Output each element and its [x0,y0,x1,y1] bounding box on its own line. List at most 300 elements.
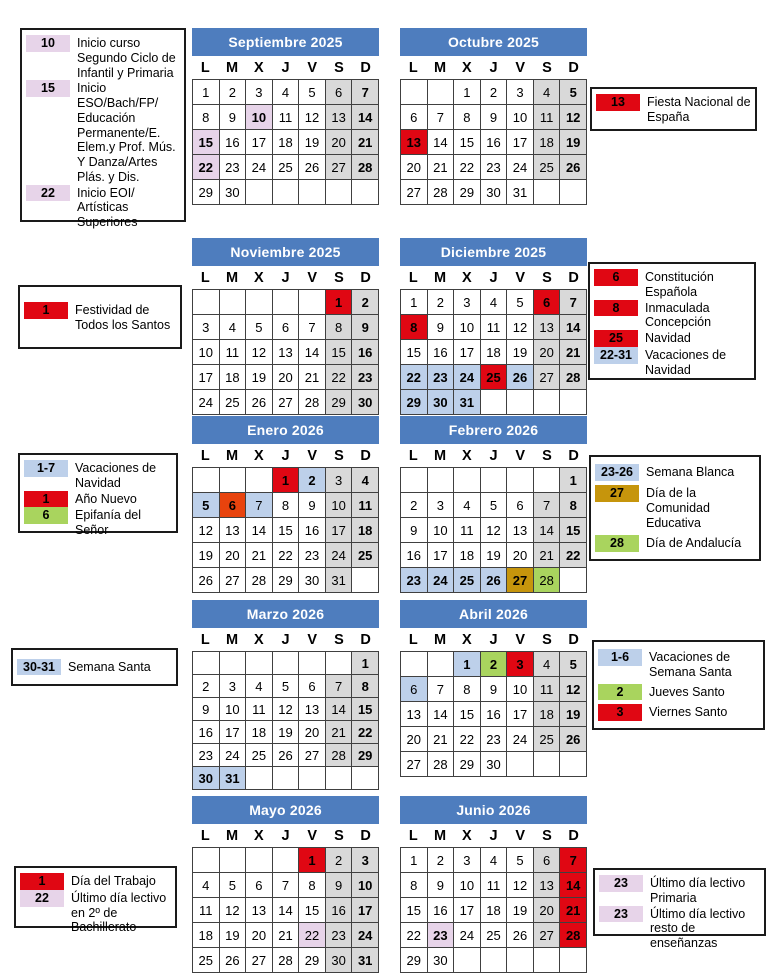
day-cell: 21 [325,721,352,744]
day-cell: 4 [480,848,507,873]
day-cell: 19 [219,923,246,948]
day-cell: 16 [325,898,352,923]
day-cell: 24 [352,923,379,948]
empty-cell [352,767,379,790]
legend-item [24,460,172,491]
day-cell: 24 [454,365,481,390]
day-cell: 7 [272,873,299,898]
legend-label: Fiesta Nacional de España [647,95,751,124]
day-cell: 8 [193,105,220,130]
weekday-label: D [568,269,579,286]
legend-item [594,347,750,378]
day-cell: 5 [272,675,299,698]
day-cell: 6 [507,493,534,518]
day-cell: 25 [352,543,379,568]
legend-item [594,269,750,300]
day-cell: 10 [454,873,481,898]
day-cell: 20 [219,543,246,568]
day-cell: 24 [427,568,454,593]
day-cell: 26 [507,365,534,390]
empty-cell [219,652,246,675]
legend-enero [18,453,178,537]
day-cell: 12 [219,898,246,923]
day-cell: 11 [454,518,481,543]
legend-item [599,906,760,951]
legend-noviembre [18,285,182,349]
day-cell: 12 [480,518,507,543]
weekday-label: V [307,59,318,76]
day-cell: 15 [560,518,587,543]
day-cell: 9 [193,698,220,721]
empty-cell [560,568,587,593]
month-febrero-2026 [400,416,587,593]
empty-cell [560,752,587,777]
legend-swatch: 10 [26,35,70,52]
day-cell: 11 [533,105,560,130]
day-cell: 28 [427,180,454,205]
day-cell: 2 [325,848,352,873]
month-title: Diciembre 2025 [400,238,587,266]
legend-swatch: 1 [24,491,68,508]
month-grid [400,467,587,593]
empty-cell [533,752,560,777]
day-cell: 2 [401,493,428,518]
legend-swatch: 6 [594,269,638,286]
day-cell: 20 [401,727,428,752]
empty-cell [533,948,560,973]
day-cell: 26 [272,744,299,767]
month-grid [192,847,379,973]
day-cell: 21 [427,155,454,180]
weekday-label: V [307,447,318,464]
day-cell: 26 [299,155,326,180]
legend-item [26,185,180,230]
day-cell: 5 [480,493,507,518]
day-cell: 5 [246,315,273,340]
empty-cell [427,652,454,677]
day-cell: 28 [533,568,560,593]
day-cell: 24 [507,727,534,752]
day-cell: 13 [401,130,428,155]
empty-cell [299,652,326,675]
weekday-row [400,824,587,847]
day-cell: 17 [219,721,246,744]
weekday-label: S [334,827,344,844]
legend-febrero [589,455,761,561]
weekday-label: M [226,59,239,76]
month-grid [400,79,587,205]
month-title: Marzo 2026 [192,600,379,628]
empty-cell [272,290,299,315]
day-cell: 16 [480,130,507,155]
day-cell: 5 [193,493,220,518]
day-cell: 14 [246,518,273,543]
day-cell: 1 [401,848,428,873]
day-cell: 29 [325,390,352,415]
legend-swatch: 1-6 [598,649,642,666]
day-cell: 20 [325,130,352,155]
day-cell: 8 [454,677,481,702]
day-cell: 12 [560,105,587,130]
legend-item [24,507,172,538]
day-cell: 24 [193,390,220,415]
day-cell: 24 [507,155,534,180]
empty-cell [219,468,246,493]
month-grid [400,847,587,973]
day-cell: 27 [325,155,352,180]
weekday-label: J [281,59,290,76]
day-cell: 21 [427,727,454,752]
day-cell: 9 [401,518,428,543]
day-cell: 4 [533,80,560,105]
weekday-label: D [360,447,371,464]
day-cell: 9 [352,315,379,340]
weekday-label: V [515,269,526,286]
weekday-label: L [408,631,418,648]
weekday-row [400,628,587,651]
day-cell: 1 [560,468,587,493]
day-cell: 10 [246,105,273,130]
day-cell: 13 [533,315,560,340]
day-cell: 3 [246,80,273,105]
day-cell: 3 [507,80,534,105]
day-cell: 15 [193,130,220,155]
day-cell: 6 [272,315,299,340]
day-cell: 7 [533,493,560,518]
day-cell: 14 [533,518,560,543]
day-cell: 3 [193,315,220,340]
day-cell: 25 [480,365,507,390]
day-cell: 11 [219,340,246,365]
weekday-label: S [334,269,344,286]
day-cell: 23 [219,155,246,180]
day-cell: 12 [507,315,534,340]
legend-label: Día de Andalucía [646,536,742,551]
empty-cell [299,180,326,205]
day-cell: 13 [325,105,352,130]
day-cell: 17 [454,898,481,923]
day-cell: 28 [352,155,379,180]
weekday-label: S [542,59,552,76]
legend-swatch: 1 [20,873,64,890]
day-cell: 13 [533,873,560,898]
day-cell: 1 [299,848,326,873]
day-cell: 12 [193,518,220,543]
day-cell: 19 [193,543,220,568]
empty-cell [219,848,246,873]
day-cell: 10 [507,677,534,702]
day-cell: 26 [246,390,273,415]
weekday-label: L [200,59,210,76]
day-cell: 28 [560,365,587,390]
legend-item [599,875,760,906]
day-cell: 4 [352,468,379,493]
day-cell: 13 [299,698,326,721]
month-mayo-2026 [192,796,379,973]
day-cell: 16 [427,898,454,923]
day-cell: 16 [480,702,507,727]
day-cell: 12 [272,698,299,721]
day-cell: 28 [246,568,273,593]
day-cell: 24 [325,543,352,568]
day-cell: 2 [427,290,454,315]
day-cell: 5 [560,652,587,677]
weekday-label: D [360,827,371,844]
month-noviembre-2025 [192,238,379,415]
day-cell: 23 [427,923,454,948]
day-cell: 3 [427,493,454,518]
day-cell: 31 [507,180,534,205]
day-cell: 17 [352,898,379,923]
day-cell: 18 [454,543,481,568]
empty-cell [246,848,273,873]
weekday-row [400,444,587,467]
day-cell: 14 [560,315,587,340]
day-cell: 22 [401,365,428,390]
legend-mayo [14,866,177,935]
weekday-label: M [434,269,447,286]
day-cell: 23 [352,365,379,390]
day-cell: 26 [560,155,587,180]
legend-item [20,890,171,935]
day-cell: 8 [272,493,299,518]
day-cell: 17 [193,365,220,390]
day-cell: 24 [246,155,273,180]
empty-cell [193,652,220,675]
day-cell: 19 [272,721,299,744]
month-octubre-2025 [400,28,587,205]
day-cell: 21 [560,340,587,365]
legend-label: Último día lectivo Primaria [650,876,746,905]
day-cell: 26 [480,568,507,593]
weekday-label: S [542,631,552,648]
weekday-row [192,444,379,467]
weekday-label: L [408,827,418,844]
empty-cell [193,468,220,493]
day-cell: 1 [193,80,220,105]
weekday-row [400,266,587,289]
weekday-label: M [226,269,239,286]
day-cell: 15 [454,702,481,727]
weekday-label: V [515,447,526,464]
day-cell: 23 [480,727,507,752]
legend-label: Semana Blanca [646,465,735,480]
day-cell: 9 [480,677,507,702]
day-cell: 30 [427,948,454,973]
day-cell: 14 [560,873,587,898]
day-cell: 15 [325,340,352,365]
day-cell: 20 [533,898,560,923]
day-cell: 27 [533,365,560,390]
day-cell: 14 [299,340,326,365]
month-marzo-2026 [192,600,379,790]
day-cell: 11 [480,873,507,898]
weekday-label: J [489,447,498,464]
weekday-label: V [307,631,318,648]
weekday-label: V [307,269,318,286]
day-cell: 10 [454,315,481,340]
legend-junio [593,868,766,950]
day-cell: 31 [325,568,352,593]
day-cell: 10 [325,493,352,518]
day-cell: 8 [401,873,428,898]
day-cell: 23 [480,155,507,180]
weekday-label: J [281,447,290,464]
empty-cell [299,767,326,790]
legend-item [24,302,176,333]
day-cell: 2 [427,848,454,873]
weekday-label: L [408,59,418,76]
day-cell: 15 [454,130,481,155]
month-title: Junio 2026 [400,796,587,824]
day-cell: 7 [325,675,352,698]
day-cell: 17 [325,518,352,543]
weekday-row [192,824,379,847]
weekday-label: L [200,827,210,844]
legend-swatch: 22 [26,185,70,202]
day-cell: 2 [352,290,379,315]
legend-swatch: 13 [596,94,640,111]
weekday-label: L [200,447,210,464]
day-cell: 25 [480,923,507,948]
day-cell: 26 [219,948,246,973]
day-cell: 25 [533,727,560,752]
empty-cell [401,80,428,105]
legend-item [598,649,759,680]
day-cell: 30 [219,180,246,205]
day-cell: 7 [560,848,587,873]
day-cell: 18 [480,340,507,365]
day-cell: 18 [352,518,379,543]
day-cell: 22 [325,365,352,390]
day-cell: 8 [454,105,481,130]
day-cell: 30 [193,767,220,790]
day-cell: 18 [272,130,299,155]
day-cell: 18 [219,365,246,390]
empty-cell [560,948,587,973]
empty-cell [272,767,299,790]
legend-item [26,80,180,184]
day-cell: 1 [454,652,481,677]
legend-swatch: 23-26 [595,464,639,481]
day-cell: 4 [246,675,273,698]
month-grid [400,651,587,777]
day-cell: 25 [454,568,481,593]
day-cell: 18 [480,898,507,923]
day-cell: 16 [352,340,379,365]
legend-item [596,94,751,125]
day-cell: 5 [299,80,326,105]
day-cell: 19 [507,898,534,923]
weekday-label: X [461,447,472,464]
day-cell: 18 [246,721,273,744]
legend-label: Navidad [645,331,691,345]
day-cell: 4 [272,80,299,105]
legend-item [26,35,180,80]
legend-label: Día del Trabajo [71,874,156,888]
day-cell: 17 [246,130,273,155]
month-junio-2026 [400,796,587,973]
empty-cell [480,390,507,415]
legend-label: Inicio EOI/ Artísticas Superiores [77,185,138,229]
empty-cell [454,468,481,493]
day-cell: 22 [454,727,481,752]
day-cell: 14 [427,702,454,727]
day-cell: 9 [427,873,454,898]
weekday-label: X [253,631,264,648]
legend-label: Último día lectivo en 2º de Bachillerato [71,890,167,935]
weekday-label: J [489,59,498,76]
month-title: Mayo 2026 [192,796,379,824]
empty-cell [560,390,587,415]
weekday-label: V [307,827,318,844]
day-cell: 15 [272,518,299,543]
day-cell: 25 [272,155,299,180]
legend-label: Inmaculada Concepción [645,300,712,330]
empty-cell [325,652,352,675]
day-cell: 29 [454,752,481,777]
legend-label: Inicio curso Segundo Ciclo de Infantil y Primaria [77,36,176,80]
weekday-label: X [253,269,264,286]
day-cell: 23 [193,744,220,767]
empty-cell [507,390,534,415]
day-cell: 11 [246,698,273,721]
day-cell: 5 [219,873,246,898]
day-cell: 16 [299,518,326,543]
weekday-label: D [360,59,371,76]
empty-cell [533,468,560,493]
day-cell: 6 [401,677,428,702]
day-cell: 14 [427,130,454,155]
month-septiembre-2025 [192,28,379,205]
empty-cell [401,468,428,493]
day-cell: 5 [560,80,587,105]
month-title: Febrero 2026 [400,416,587,444]
day-cell: 2 [193,675,220,698]
weekday-row [192,266,379,289]
empty-cell [352,180,379,205]
day-cell: 11 [533,677,560,702]
day-cell: 2 [480,652,507,677]
legend-swatch: 30-31 [17,659,61,676]
empty-cell [246,290,273,315]
weekday-label: V [515,59,526,76]
day-cell: 11 [193,898,220,923]
day-cell: 19 [299,130,326,155]
day-cell: 29 [193,180,220,205]
day-cell: 12 [246,340,273,365]
empty-cell [193,290,220,315]
legend-swatch: 25 [594,330,638,347]
day-cell: 29 [272,568,299,593]
day-cell: 15 [352,698,379,721]
day-cell: 13 [507,518,534,543]
weekday-row [192,628,379,651]
day-cell: 4 [219,315,246,340]
day-cell: 6 [219,493,246,518]
legend-label: Constitución Española [645,270,714,299]
legend-swatch: 1 [24,302,68,319]
day-cell: 4 [533,652,560,677]
day-cell: 6 [533,848,560,873]
day-cell: 7 [427,677,454,702]
day-cell: 30 [299,568,326,593]
legend-swatch: 22-31 [594,347,638,364]
legend-swatch: 23 [599,875,643,892]
weekday-label: S [542,827,552,844]
day-cell: 2 [299,468,326,493]
month-grid [192,467,379,593]
